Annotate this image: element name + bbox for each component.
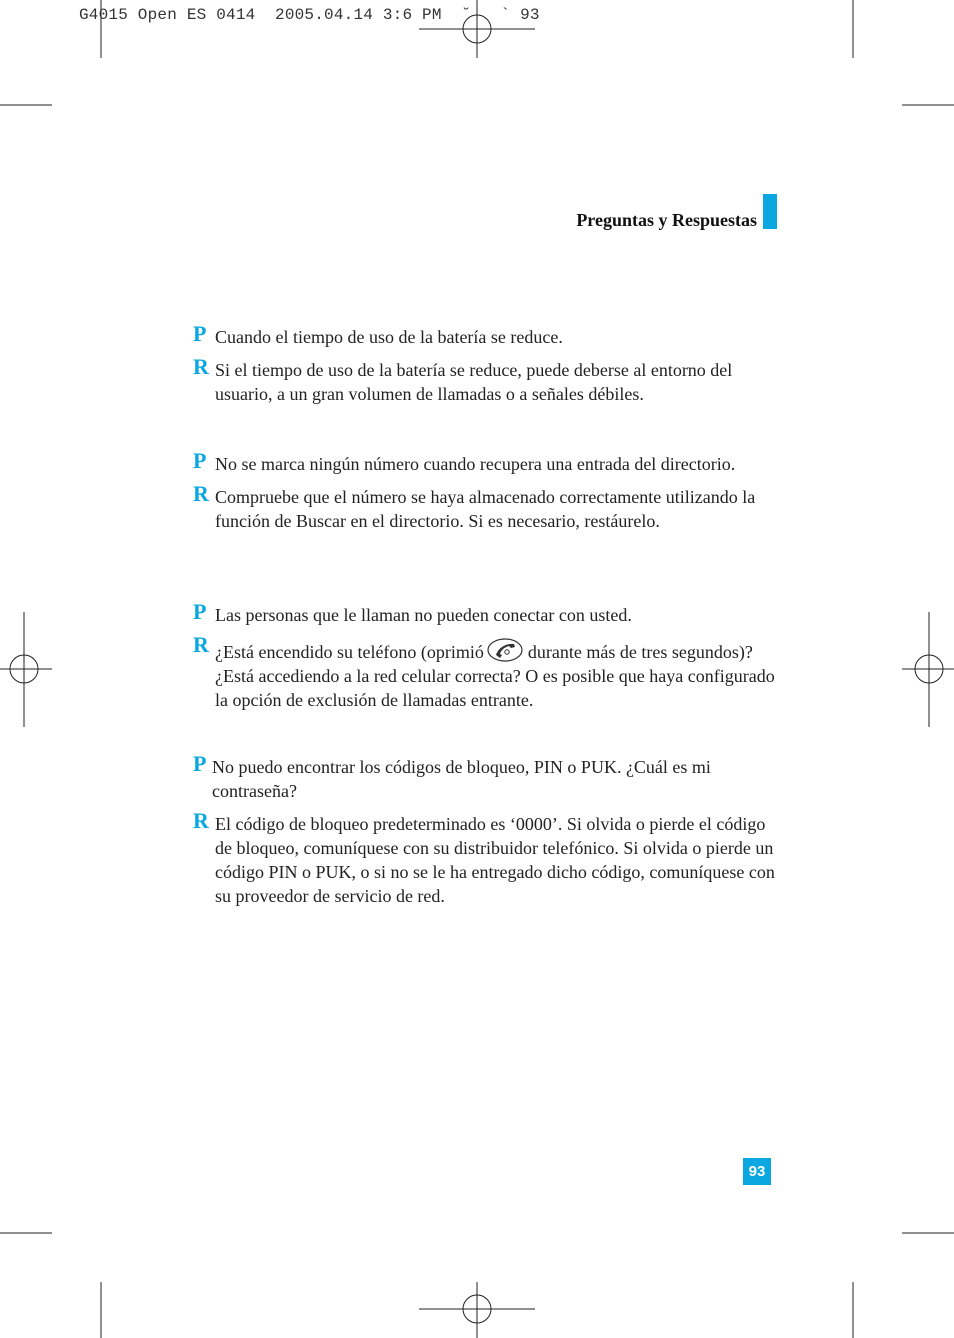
- question-marker: P: [193, 751, 207, 776]
- end-call-icon: [486, 636, 524, 664]
- question-text: Las personas que le llaman no pueden conectar con usted.: [215, 605, 632, 625]
- answer-marker: R: [193, 354, 209, 379]
- qa-item: [193, 448, 777, 533]
- print-slug: G4015 Open ES 0414 2005.04.14 3:6 PM ˘ ` 93: [79, 6, 540, 24]
- question-text: Cuando el tiempo de uso de la batería se reduce.: [215, 327, 563, 347]
- section-title: Preguntas y Respuestas: [576, 210, 757, 230]
- answer-text-start: ¿Está encendido su teléfono (oprimió: [215, 642, 484, 662]
- qa-item: [193, 321, 777, 406]
- question-marker: P: [193, 448, 207, 473]
- question: [193, 751, 777, 803]
- answer-marker: R: [193, 481, 209, 506]
- answer: [193, 354, 777, 406]
- answer-text: Compruebe que el número se haya almacenado correctamente utilizando la función de Buscar en el directorio. Si es necesario, restáurelo.: [215, 487, 756, 531]
- qa-item: [193, 751, 777, 908]
- page-number: 93: [743, 1158, 771, 1185]
- answer: [193, 481, 777, 533]
- question-marker: P: [193, 599, 207, 624]
- section-tab-marker: [763, 194, 777, 229]
- answer: [193, 808, 777, 908]
- answer-text-end: durante más de tres segundos)? ¿Está accediendo a la red celular correcta? O es posible que haya configurado la opción de exclusión de llamadas entrante.: [215, 642, 775, 710]
- answer-text: El código de bloqueo predeterminado es ‘0000’. Si olvida o pierde el código de bloqueo, comuníquese con su distribuidor telefónico. Si olvida o pierde un código PIN o PUK, o si no se le ha entregado dicho código, comuníquese con su proveedor de servicio de red.: [215, 814, 775, 906]
- answer: [193, 632, 777, 712]
- answer-text: Si el tiempo de uso de la batería se reduce, puede deberse al entorno del usuario, a un gran volumen de llamadas o a señales débiles.: [215, 360, 733, 404]
- question: [193, 321, 777, 349]
- question-text: No puedo encontrar los códigos de bloqueo, PIN o PUK. ¿Cuál es mi contraseña?: [212, 757, 711, 801]
- question-marker: P: [193, 321, 207, 346]
- answer-marker: R: [193, 632, 209, 657]
- qa-item: [193, 599, 777, 712]
- question: [193, 599, 777, 627]
- answer-marker: R: [193, 808, 209, 833]
- question: [193, 448, 777, 476]
- question-text: No se marca ningún número cuando recupera una entrada del directorio.: [215, 454, 736, 474]
